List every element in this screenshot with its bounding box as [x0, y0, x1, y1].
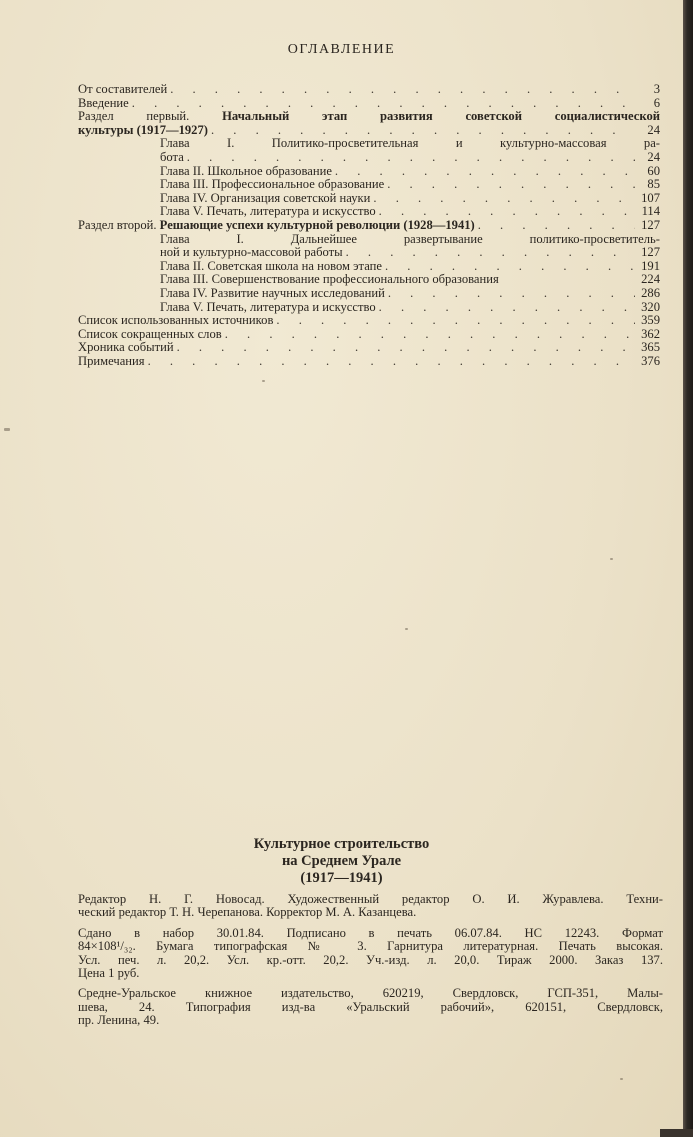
toc-entry-title: Глава II. Советская школа на новом этапе [160, 258, 382, 273]
imprint [78, 893, 663, 1035]
toc-entry-page: 286 [641, 285, 660, 300]
dot-leader [379, 301, 635, 315]
book-title-line: на Среднем Урале [281, 853, 402, 869]
imprint-line: Цена 1 руб. [78, 966, 140, 981]
toc-entry[interactable] [78, 246, 660, 260]
toc-entry-title: бота [160, 149, 184, 164]
dot-leader [211, 124, 635, 138]
toc-entry[interactable] [78, 151, 660, 165]
toc-entry-title: Глава V. Печать, литература и искусство [160, 204, 376, 219]
toc-entry[interactable] [78, 273, 660, 287]
section-title: Начальный этап развития советской социалистической [222, 109, 661, 124]
dot-leader [346, 246, 635, 260]
toc-entry-title [78, 219, 475, 233]
paper-speck [610, 558, 613, 560]
toc-entry-page: 376 [641, 353, 660, 368]
toc-section-heading[interactable] [78, 219, 660, 233]
toc-entry[interactable] [78, 287, 660, 301]
dot-leader [385, 260, 635, 274]
page-corner-shadow [660, 1129, 693, 1137]
imprint-line: Усл. печ. л. 20,2. Усл. кр.-отт. 20,2. Уч.-изд. л. 20,0. Тираж 2000. Заказ 137. [78, 952, 663, 967]
toc-entry-page: 107 [641, 190, 660, 205]
paper-speck [620, 1078, 623, 1080]
toc-entry-title: От составителей [78, 82, 168, 96]
imprint-line: ческий редактор Т. Н. Черепанова. Корректор М. А. Казанцева. [78, 905, 417, 920]
toc-entry-title: Глава I. Дальнейшее развертывание политико-просветитель- [160, 231, 660, 246]
section-label: Раздел первый. [78, 109, 223, 124]
imprint-line: пр. Ленина, 49. [78, 1013, 160, 1028]
page-edge-shadow [683, 0, 693, 1137]
toc-entry[interactable] [78, 124, 660, 138]
publisher-info [78, 987, 663, 1027]
toc-entry-title: Примечания [78, 353, 145, 368]
toc-entry-page: 3 [653, 82, 660, 96]
toc-entry-title: Глава IV. Развитие научных исследований [160, 285, 385, 300]
dot-leader [170, 83, 635, 97]
imprint-line: Средне-Уральское книжное издательство, 620219, Свердловск, ГСП-351, Малы- [78, 986, 663, 1001]
dot-leader [177, 341, 635, 355]
dot-leader [148, 355, 635, 369]
dot-leader [225, 328, 635, 342]
toc-section-heading[interactable] [78, 110, 660, 124]
section-title: Решающие успехи культурной революции (1928—1941) [159, 217, 475, 232]
paper-speck [405, 628, 408, 630]
dot-leader [335, 165, 635, 179]
toc-entry[interactable] [78, 137, 660, 151]
dot-leader [187, 151, 635, 165]
toc-entry-title: Глава I. Политико-просветительная и культурно-массовая ра- [160, 136, 660, 151]
paper-speck [4, 428, 10, 431]
section-title: культуры (1917—1927) [78, 122, 208, 137]
toc-entry-page: 24 [647, 122, 660, 137]
dot-leader [276, 314, 635, 328]
toc-entry-title: Список сокращенных слов [78, 326, 222, 341]
toc-entry[interactable] [78, 205, 660, 219]
imprint-line: шева, 24. Типография изд-ва «Уральский рабочий», 620151, Свердловск, [78, 999, 663, 1014]
editors-credits [78, 893, 663, 920]
toc-entry[interactable] [78, 233, 660, 247]
toc-entry-title: Глава V. Печать, литература и искусство [160, 299, 376, 314]
toc-entry-page: 362 [641, 326, 660, 341]
toc-entry-page: 114 [641, 204, 660, 219]
dot-leader [388, 287, 635, 301]
book-title-line: Культурное строительство [253, 836, 430, 852]
imprint-line: 84×108¹/₃₂. Бумага типографская № 3. Гарнитура литературная. Печать высокая. [78, 939, 663, 954]
dot-leader [373, 192, 635, 206]
paper-speck [262, 380, 265, 382]
toc-entry[interactable] [78, 97, 660, 111]
dot-leader [387, 178, 635, 192]
toc-entry[interactable] [78, 314, 660, 328]
toc-entry-title: Глава IV. Организация советской науки [160, 190, 371, 205]
toc-entry-page: 127 [641, 245, 660, 260]
toc-entry-page: 127 [641, 217, 660, 232]
toc-entry-title: ной и культурно-массовой работы [160, 245, 343, 260]
print-details [78, 927, 663, 981]
toc-entry[interactable] [78, 260, 660, 274]
toc-heading: ОГЛАВЛЕНИЕ [287, 42, 396, 57]
section-label: Раздел второй. [78, 217, 160, 232]
toc-entry-title: Глава III. Профессиональное образование [160, 177, 385, 192]
toc-entry[interactable] [78, 301, 660, 315]
toc-entry[interactable] [78, 341, 660, 355]
toc-entry-title: Список использованных источников [78, 313, 274, 328]
toc-entry-page: 320 [641, 299, 660, 314]
imprint-line: Сдано в набор 30.01.84. Подписано в печать 06.07.84. НС 12243. Формат [78, 925, 663, 940]
toc-entry[interactable] [78, 83, 660, 97]
toc-entry[interactable] [78, 328, 660, 342]
toc-entry-title: Хроника событий [78, 340, 174, 355]
toc-entry-page: 365 [641, 340, 660, 355]
toc-entry-page: 359 [641, 313, 660, 328]
toc-entry-title: Глава II. Школьное образование [160, 163, 332, 178]
toc-entry[interactable] [78, 165, 660, 179]
toc-entry-page: 60 [647, 163, 660, 178]
dot-leader [132, 97, 635, 111]
toc-entry-page: 24 [647, 149, 660, 164]
toc-entry[interactable] [78, 355, 660, 369]
toc-entry-page: 6 [653, 95, 660, 110]
toc-entry-page: 224 [641, 272, 660, 287]
toc-entry[interactable] [78, 178, 660, 192]
dot-leader [478, 219, 635, 233]
dot-leader [379, 205, 635, 219]
toc-entry-title: Введение [78, 95, 129, 110]
toc-entry-page: 191 [641, 258, 660, 273]
toc-entry-page: 85 [647, 177, 660, 192]
book-title [0, 836, 683, 887]
imprint-line: Редактор Н. Г. Новосад. Художественный редактор О. И. Журавлева. Техни- [78, 892, 663, 906]
toc-entry[interactable] [78, 192, 660, 206]
book-title-line: (1917—1941) [300, 870, 383, 886]
toc-entry-title [78, 110, 660, 124]
table-of-contents [78, 83, 660, 368]
toc-entry-title: Глава III. Совершенствование профессионального образования [160, 272, 499, 287]
